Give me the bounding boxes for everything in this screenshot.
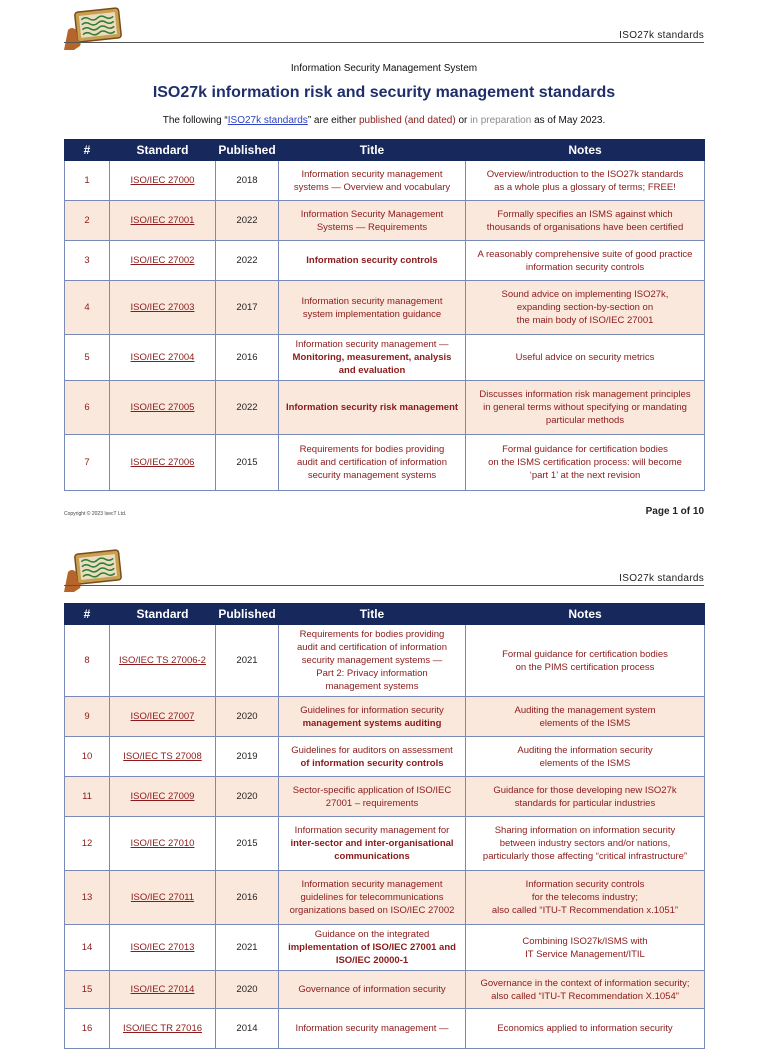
- title-cell: [279, 971, 466, 1009]
- title-line: Information security management: [301, 168, 443, 180]
- standard-cell: [110, 925, 216, 971]
- published-year: 2016: [216, 335, 279, 381]
- notes-line: particularly those affecting “critical infrastructure”: [482, 851, 688, 862]
- row-number: 1: [65, 161, 110, 201]
- intro-prep: in preparation: [470, 115, 532, 126]
- intro-post: as of May 2023.: [531, 115, 606, 126]
- notes-line: A reasonably comprehensive suite of good practice: [477, 248, 693, 260]
- title-line: systems — Overview and vocabulary: [293, 181, 451, 193]
- page-number: Page 1 of 10: [645, 506, 704, 517]
- title-cell: [279, 871, 466, 925]
- notes-line: Formal guidance for certification bodies: [502, 648, 668, 660]
- table-row: [65, 925, 705, 971]
- notes-line: Guidance for those developing new ISO27k: [493, 784, 677, 796]
- title-line: communications: [334, 851, 410, 862]
- header-label: ISO27k standards: [619, 573, 704, 584]
- title-cell: [279, 435, 466, 491]
- title-line: security management systems —: [301, 655, 443, 666]
- header-rule: [64, 585, 704, 586]
- published-year: 2022: [216, 201, 279, 241]
- standard-cell: [110, 777, 216, 817]
- published-year: 2016: [216, 871, 279, 925]
- title-line: Information security management: [301, 295, 443, 307]
- notes-line: Economics applied to information security: [497, 1023, 673, 1034]
- notes-line: elements of the ISMS: [539, 757, 631, 769]
- standard-link[interactable]: ISO/IEC 27014: [130, 984, 195, 995]
- published-year: 2022: [216, 241, 279, 281]
- standard-cell: [110, 871, 216, 925]
- row-number: 5: [65, 335, 110, 381]
- notes-cell: [466, 971, 705, 1009]
- table-row: [65, 381, 705, 435]
- title-line: Governance of information security: [298, 984, 446, 995]
- notes-line: standards for particular industries: [514, 797, 656, 809]
- notes-cell: [466, 817, 705, 871]
- title-line: Information security management for: [294, 825, 450, 836]
- table-header-row: [65, 604, 705, 625]
- published-year: 2020: [216, 697, 279, 737]
- title-cell: [279, 281, 466, 335]
- standard-cell: [110, 737, 216, 777]
- table-row: [65, 817, 705, 871]
- table-row: [65, 241, 705, 281]
- isect-logo-icon: [62, 6, 122, 52]
- notes-line: IT Service Management/ITIL: [525, 948, 645, 960]
- title-cell: [279, 201, 466, 241]
- standard-link[interactable]: ISO/IEC 27004: [130, 352, 195, 363]
- col-header-title: Title: [279, 140, 466, 161]
- row-number: 3: [65, 241, 110, 281]
- row-number: 12: [65, 817, 110, 871]
- title-line: implementation of ISO/IEC 27001 and: [288, 942, 456, 953]
- standard-cell: [110, 817, 216, 871]
- title-line: Guidelines for auditors on assessment: [291, 744, 453, 756]
- title-line: and evaluation: [338, 365, 406, 376]
- title-line: system implementation guidance: [302, 308, 442, 320]
- title-cell: [279, 697, 466, 737]
- standard-cell: [110, 201, 216, 241]
- notes-line: between industry sectors and/or nations,: [499, 838, 671, 849]
- notes-line: Auditing the management system: [514, 704, 656, 716]
- title-cell: [279, 161, 466, 201]
- title-cell: [279, 777, 466, 817]
- title-line: Monitoring, measurement, analysis: [292, 352, 452, 363]
- published-year: 2021: [216, 625, 279, 697]
- row-number: 4: [65, 281, 110, 335]
- table-body: [65, 161, 705, 491]
- doc-subtitle: Information Security Management System: [290, 63, 478, 74]
- title-line: Sector-specific application of ISO/IEC: [292, 784, 452, 796]
- notes-line: Useful advice on security metrics: [515, 352, 655, 363]
- title-line: management systems: [325, 681, 419, 692]
- standard-cell: [110, 435, 216, 491]
- published-year: 2021: [216, 925, 279, 971]
- doc-title: ISO27k information risk and security management standards: [152, 84, 616, 101]
- title-cell: [279, 925, 466, 971]
- col-header-standard: Standard: [110, 140, 216, 161]
- col-header-number: #: [65, 604, 110, 625]
- notes-line: in general terms without specifying or mandating: [483, 402, 687, 413]
- standard-link[interactable]: ISO/IEC 27000: [130, 175, 195, 186]
- table-header-row: [65, 140, 705, 161]
- notes-line: on the PIMS certification process: [515, 661, 655, 673]
- table-body: [65, 625, 705, 1049]
- title-line: Information security controls: [306, 255, 438, 266]
- title-cell: [279, 381, 466, 435]
- standard-link[interactable]: ISO/IEC TR 27016: [122, 1023, 203, 1034]
- table-row: [65, 625, 705, 697]
- standard-cell: [110, 335, 216, 381]
- notes-line: as a whole plus a glossary of terms; FREE!: [494, 181, 676, 193]
- title-cell: [279, 335, 466, 381]
- notes-line: Sharing information on information security: [494, 825, 676, 836]
- table-row: [65, 1009, 705, 1049]
- notes-cell: [466, 335, 705, 381]
- col-header-published: Published: [216, 604, 279, 625]
- notes-cell: [466, 737, 705, 777]
- notes-line: Discusses information risk management principles: [479, 389, 691, 400]
- notes-line: information security controls: [525, 261, 645, 273]
- standard-link[interactable]: ISO/IEC 27011: [130, 892, 195, 903]
- title-line: Information security risk management: [285, 402, 459, 413]
- row-number: 9: [65, 697, 110, 737]
- col-header-title: Title: [279, 604, 466, 625]
- title-line: audit and certification of information: [297, 457, 447, 468]
- notes-line: expanding section-by-section on: [516, 302, 654, 313]
- title-cell: [279, 1009, 466, 1049]
- row-number: 8: [65, 625, 110, 697]
- title-line: organizations based on ISO/IEC 27002: [289, 905, 455, 916]
- title-line: guidelines for telecommunications: [300, 892, 444, 903]
- standard-cell: [110, 625, 216, 697]
- notes-cell: [466, 871, 705, 925]
- notes-line: elements of the ISMS: [539, 717, 631, 729]
- published-year: 2022: [216, 381, 279, 435]
- title-line: management systems auditing: [302, 717, 442, 729]
- row-number: 6: [65, 381, 110, 435]
- table-row: [65, 777, 705, 817]
- standard-cell: [110, 1009, 216, 1049]
- intro-or: or: [455, 115, 471, 126]
- table-row: [65, 161, 705, 201]
- notes-line: Formally specifies an ISMS against which: [497, 208, 673, 220]
- col-header-notes: Notes: [466, 140, 705, 161]
- table-row: [65, 335, 705, 381]
- published-year: 2018: [216, 161, 279, 201]
- row-number: 2: [65, 201, 110, 241]
- notes-line: Combining ISO27k/ISMS with: [522, 935, 648, 947]
- iso27k-standards-link[interactable]: ISO27k standards: [227, 115, 308, 126]
- standard-link[interactable]: ISO/IEC TS 27008: [123, 751, 202, 762]
- intro-published: published (and dated): [358, 115, 456, 126]
- notes-line: Information security controls: [525, 879, 645, 890]
- notes-line: for the telecoms industry;: [531, 892, 639, 903]
- title-line: Information Security Management: [300, 208, 444, 220]
- notes-cell: [466, 435, 705, 491]
- col-header-notes: Notes: [466, 604, 705, 625]
- table-row: [65, 871, 705, 925]
- title-line: Information security management: [301, 879, 443, 890]
- published-year: 2020: [216, 971, 279, 1009]
- standard-link[interactable]: ISO/IEC 27001: [130, 215, 195, 226]
- standard-link[interactable]: ISO/IEC 27006: [130, 457, 195, 468]
- published-year: 2015: [216, 435, 279, 491]
- published-year: 2020: [216, 777, 279, 817]
- title-line: Part 2: Privacy information: [316, 668, 428, 679]
- table-row: [65, 201, 705, 241]
- published-year: 2015: [216, 817, 279, 871]
- title-cell: [279, 817, 466, 871]
- notes-cell: [466, 1009, 705, 1049]
- table-row: [65, 971, 705, 1009]
- standard-link[interactable]: ISO/IEC 27002: [130, 255, 195, 266]
- notes-line: thousands of organisations have been certified: [486, 221, 684, 233]
- title-cell: [279, 625, 466, 697]
- notes-line: Formal guidance for certification bodies: [502, 444, 668, 455]
- table-row: [65, 697, 705, 737]
- notes-cell: [466, 925, 705, 971]
- table-row: [65, 281, 705, 335]
- title-line: of information security controls: [300, 757, 444, 769]
- notes-cell: [466, 777, 705, 817]
- notes-line: the main body of ISO/IEC 27001: [516, 315, 654, 326]
- notes-cell: [466, 697, 705, 737]
- standard-link[interactable]: ISO/IEC 27007: [130, 711, 195, 722]
- notes-line: Overview/introduction to the ISO27k standards: [486, 168, 684, 180]
- standard-cell: [110, 241, 216, 281]
- row-number: 11: [65, 777, 110, 817]
- notes-line: Auditing the information security: [517, 744, 653, 756]
- title-line: Requirements for bodies providing: [299, 629, 445, 640]
- published-year: 2019: [216, 737, 279, 777]
- notes-cell: [466, 381, 705, 435]
- published-year: 2014: [216, 1009, 279, 1049]
- table-row: [65, 737, 705, 777]
- intro-pre: The following “: [162, 115, 228, 126]
- notes-line: also called “ITU-T Recommendation X.1054”: [491, 990, 679, 1002]
- standard-cell: [110, 381, 216, 435]
- row-number: 10: [65, 737, 110, 777]
- table-row: [65, 435, 705, 491]
- standard-link[interactable]: ISO/IEC 27009: [130, 791, 195, 802]
- notes-cell: [466, 625, 705, 697]
- header-label: ISO27k standards: [619, 30, 704, 41]
- col-header-standard: Standard: [110, 604, 216, 625]
- notes-cell: [466, 161, 705, 201]
- intro-text: [0, 115, 768, 126]
- header-rule: [64, 42, 704, 43]
- row-number: 7: [65, 435, 110, 491]
- notes-cell: [466, 201, 705, 241]
- title-line: 27001 – requirements: [325, 797, 419, 809]
- col-header-number: #: [65, 140, 110, 161]
- standard-link[interactable]: ISO/IEC 27010: [130, 838, 195, 849]
- standard-cell: [110, 697, 216, 737]
- standard-cell: [110, 161, 216, 201]
- title-line: security management systems: [307, 470, 437, 481]
- title-cell: [279, 737, 466, 777]
- notes-cell: [466, 281, 705, 335]
- row-number: 16: [65, 1009, 110, 1049]
- title-line: Guidelines for information security: [300, 704, 444, 716]
- notes-line: particular methods: [545, 415, 625, 426]
- notes-line: Sound advice on implementing ISO27k,: [501, 289, 669, 300]
- standard-link[interactable]: ISO/IEC 27003: [130, 302, 195, 313]
- standards-table-page2: [64, 603, 705, 1049]
- row-number: 15: [65, 971, 110, 1009]
- standard-link[interactable]: ISO/IEC 27013: [130, 942, 195, 953]
- title-cell: [279, 241, 466, 281]
- title-line: ISO/IEC 20000-1: [335, 955, 409, 966]
- title-line: Requirements for bodies providing: [299, 444, 445, 455]
- standard-link[interactable]: ISO/IEC 27005: [130, 402, 195, 413]
- standard-cell: [110, 281, 216, 335]
- isect-logo-icon: [62, 548, 122, 594]
- page-2: [0, 540, 768, 1034]
- row-number: 13: [65, 871, 110, 925]
- row-number: 14: [65, 925, 110, 971]
- standard-cell: [110, 971, 216, 1009]
- title-line: Systems — Requirements: [316, 221, 428, 233]
- notes-line: ‘part 1’ at the next revision: [529, 470, 641, 481]
- standards-table-page1: [64, 139, 705, 491]
- title-line: Information security management —: [295, 339, 449, 350]
- notes-line: also called “ITU-T Recommendation x.1051”: [491, 905, 679, 916]
- published-year: 2017: [216, 281, 279, 335]
- col-header-published: Published: [216, 140, 279, 161]
- title-line: audit and certification of information: [297, 642, 447, 653]
- title-line: Information security management —: [295, 1023, 449, 1034]
- notes-cell: [466, 241, 705, 281]
- notes-line: on the ISMS certification process: will become: [488, 457, 682, 468]
- notes-line: Governance in the context of information security;: [480, 977, 690, 989]
- intro-mid: ” are either: [307, 115, 359, 126]
- title-line: inter-sector and inter-organisational: [290, 838, 454, 849]
- title-line: Guidance on the integrated: [314, 929, 430, 940]
- standard-link[interactable]: ISO/IEC TS 27006-2: [119, 655, 206, 666]
- copyright-text: Copyright © 2023 IsecT Ltd.: [64, 511, 127, 517]
